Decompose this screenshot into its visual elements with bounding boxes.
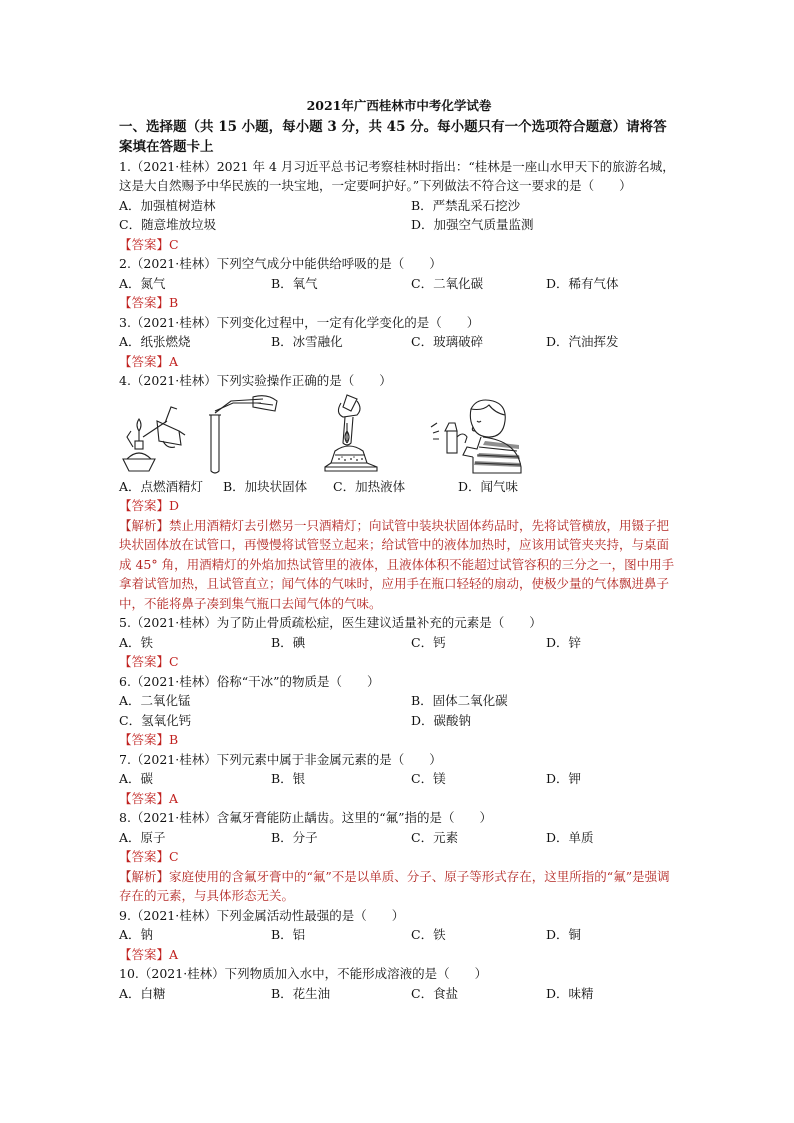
answer-line [119, 847, 679, 867]
option-a: A．加强植树造林 [119, 197, 216, 213]
explanation [119, 516, 679, 614]
option-a: A．钠 [119, 927, 154, 942]
explain-tag: 【解析】 [119, 868, 170, 884]
answer-line [119, 352, 679, 372]
answer-tag: 【答案】 [119, 732, 170, 747]
answer-line [119, 789, 679, 809]
options [119, 769, 679, 789]
option-b: B．严禁乱采石挖沙 [411, 197, 521, 213]
question-stem: 6.（2021·桂林）俗称“干冰”的物质是（ ） [119, 673, 380, 689]
option-b: B．冰雪融化 [271, 334, 343, 349]
answer-line [119, 945, 679, 965]
smelling-gas-figure [427, 397, 527, 475]
option-c: C．玻璃破碎 [411, 334, 484, 349]
option-d: D．稀有气体 [546, 275, 619, 291]
question-stem: 4.（2021·桂林）下列实验操作正确的是（ ） [119, 373, 392, 388]
option-d: D．闻气味 [458, 478, 519, 494]
option-a: A．白糖 [119, 985, 166, 1001]
option-d: D．钾 [546, 771, 582, 786]
question-9 [119, 906, 679, 965]
option-d: D．味精 [546, 985, 594, 1001]
option-b: B．银 [271, 771, 306, 786]
question-4 [119, 371, 679, 613]
option-c: C．铁 [411, 927, 446, 942]
explanation-text: 家庭使用的含氟牙膏中的“氟”不是以单质、分子、原子等形式存在，这里所指的“氟”是强调存在的元素，与具体形态无关。 [119, 868, 670, 903]
answer-value: C [169, 849, 179, 864]
option-c: C．氢氧化钙 [119, 712, 192, 728]
options [119, 691, 679, 730]
question-stem: 7.（2021·桂林）下列元素中属于非金属元素的是（ ） [119, 751, 442, 767]
question-10 [119, 964, 679, 1003]
options [119, 828, 679, 848]
options [119, 274, 679, 294]
answer-line [119, 293, 679, 313]
answer-value: A [169, 353, 179, 369]
answer-tag: 【答案】 [119, 946, 170, 962]
answer-tag: 【答案】 [119, 849, 170, 864]
options [119, 633, 679, 653]
option-d: D．锌 [546, 634, 582, 650]
option-a: A．碳 [119, 771, 154, 786]
answer-value: A [169, 946, 179, 962]
answer-value: C [169, 236, 179, 252]
question-7 [119, 750, 679, 809]
answer-value: C [169, 654, 179, 669]
option-d: D．碳酸钠 [411, 712, 472, 728]
question-2 [119, 254, 679, 313]
question-8 [119, 808, 679, 906]
option-d: D．单质 [546, 829, 594, 845]
answer-tag: 【答案】 [119, 654, 170, 669]
solid-adding-figure [201, 395, 281, 475]
options [119, 984, 679, 1004]
answer-line [119, 652, 679, 672]
answer-tag: 【答案】 [119, 353, 170, 369]
exam-title: 2021年广西桂林市中考化学试卷 [306, 98, 492, 113]
option-c: C．加热液体 [333, 478, 406, 494]
question-stem: 2.（2021·桂林）下列空气成分中能供给呼吸的是（ ） [119, 256, 442, 271]
answer-value: B [169, 295, 179, 310]
option-b: B．花生油 [271, 985, 331, 1001]
option-b: B．铝 [271, 927, 306, 942]
question-stem: 1.（2021·桂林）2021 年 4 月习近平总书记考察桂林时指出：“桂林是一座山水甲天下的旅游名城，这是大自然赐予中华民族的一块宝地，一定要呵护好。”下列做法不符合这一要求的是（ ） [119, 158, 675, 193]
answer-line [119, 496, 679, 516]
option-a: A．原子 [119, 829, 166, 845]
explanation [119, 867, 679, 906]
option-d: D．铜 [546, 927, 582, 942]
lab-figures [119, 393, 679, 475]
option-a: A．纸张燃烧 [119, 334, 191, 349]
option-c: C．镁 [411, 771, 446, 786]
question-3 [119, 313, 679, 372]
answer-value: A [169, 790, 179, 806]
option-c: C．二氧化碳 [411, 275, 484, 291]
question-6 [119, 672, 679, 750]
question-stem: 8.（2021·桂林）含氟牙膏能防止龋齿。这里的“氟”指的是（ ） [119, 810, 492, 825]
answer-value: D [169, 498, 180, 513]
options [119, 477, 679, 497]
option-a: A．氮气 [119, 275, 166, 291]
question-stem: 5.（2021·桂林）为了防止骨质疏松症，医生建议适量补充的元素是（ ） [119, 615, 542, 630]
section-heading: 一、选择题（共 15 小题，每小题 3 分，共 45 分。每小题只有一个选项符合题意）请将答案填在答题卡上 [119, 118, 667, 155]
answer-line [119, 730, 679, 750]
option-c: C．食盐 [411, 985, 459, 1001]
option-c: C．钙 [411, 634, 446, 650]
option-b: B．加块状固体 [223, 478, 308, 494]
options [119, 925, 679, 945]
exam-page [119, 96, 679, 1003]
option-c: C．随意堆放垃圾 [119, 217, 217, 232]
question-stem: 3.（2021·桂林）下列变化过程中，一定有化学变化的是（ ） [119, 314, 480, 330]
explanation-text: 禁止用酒精灯去引燃另一只酒精灯；向试管中装块状固体药品时，先将试管横放，用镊子把块状固体放在试管口，再慢慢将试管竖立起来；给试管中的液体加热时，应该用试管夹夹持，与桌面成 45° 角，用酒精灯的外焰加热试管里的液体，且液体体积不能超过试管容积的三分之一，图中用手拿着试管加热，且试管直立；闻气体的气味时，应用手在瓶口轻轻的扇动，使极少量的气体飘进鼻子中，不能将鼻子凑到集气瓶口去闻气体的气味。 [119, 517, 675, 611]
option-b: B．分子 [271, 829, 318, 845]
option-b: B．固体二氧化碳 [411, 693, 508, 708]
question-stem: 10.（2021·桂林）下列物质加入水中，不能形成溶液的是（ ） [119, 966, 488, 981]
option-c: C．元素 [411, 829, 459, 845]
option-d: D．加强空气质量监测 [411, 217, 534, 232]
answer-line [119, 235, 679, 255]
option-a: A．二氧化锰 [119, 693, 191, 708]
answer-value: B [169, 732, 179, 747]
option-a: A．铁 [119, 634, 154, 650]
options [119, 196, 679, 235]
answer-tag: 【答案】 [119, 498, 170, 513]
option-d: D．汽油挥发 [546, 334, 619, 349]
option-b: B．碘 [271, 634, 306, 650]
answer-tag: 【答案】 [119, 236, 170, 252]
answer-tag: 【答案】 [119, 790, 170, 806]
question-stem: 9.（2021·桂林）下列金属活动性最强的是（ ） [119, 907, 405, 923]
explain-tag: 【解析】 [119, 517, 170, 533]
option-a: A．点燃酒精灯 [119, 478, 204, 494]
question-5 [119, 613, 679, 672]
option-b: B．氧气 [271, 275, 318, 291]
lamp-lighting-figure [119, 401, 189, 475]
liquid-heating-figure [317, 393, 387, 475]
answer-tag: 【答案】 [119, 295, 170, 310]
options [119, 332, 679, 352]
question-1 [119, 157, 679, 255]
